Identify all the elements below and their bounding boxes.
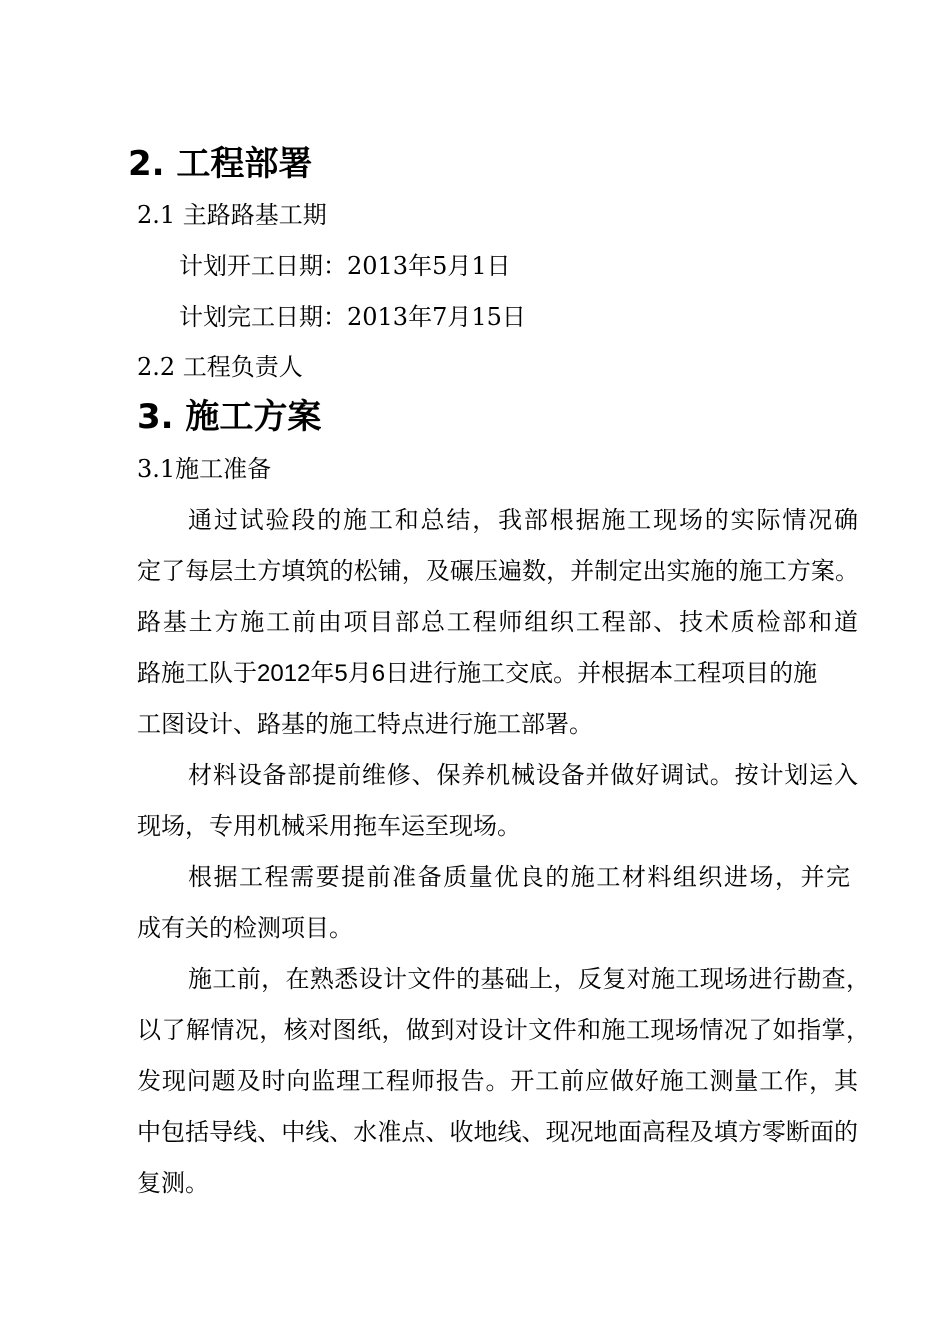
paragraph-line: 路基土方施工前由项目部总工程师组织工程部、技术质检部和道 [137, 608, 858, 636]
paragraph-line: 工图设计、路基的施工特点进行施工部署。 [137, 710, 593, 738]
text-segment: 日进行施工交底。并根据本工程项目的施 [385, 659, 818, 687]
planned-start-date: 计划开工日期：2013年5月1日 [179, 252, 511, 280]
paragraph-line: 现场，专用机械采用拖车运至现场。 [137, 812, 521, 840]
paragraph-line: 定了每层土方填筑的松铺，及碾压遍数，并制定出实施的施工方案。 [137, 557, 859, 585]
subsection-heading-2-2: 2.2 工程负责人 [137, 353, 303, 381]
section-heading-2: 2. 工程部署 [128, 144, 313, 184]
year-number: 2012 [257, 660, 311, 687]
paragraph-line: 成有关的检测项目。 [137, 914, 353, 942]
text-segment: 路施工队于 [137, 659, 257, 687]
subsection-heading-3-1: 3.1施工准备 [137, 455, 272, 483]
subsection-heading-2-1: 2.1 主路路基工期 [137, 201, 327, 229]
text-segment: 月 [347, 659, 372, 687]
month-number: 5 [334, 660, 348, 687]
paragraph-line: 通过试验段的施工和总结，我部根据施工现场的实际情况确 [188, 506, 858, 534]
paragraph-line: 复测。 [137, 1169, 209, 1197]
paragraph-line-with-date [137, 661, 817, 686]
paragraph-line: 材料设备部提前维修、保养机械设备并做好调试。按计划运入 [188, 761, 858, 789]
paragraph-line: 发现问题及时向监理工程师报告。开工前应做好施工测量工作，其 [137, 1067, 858, 1095]
paragraph-line: 以了解情况，核对图纸，做到对设计文件和施工现场情况了如指掌， [137, 1016, 870, 1044]
text-segment: 年 [310, 659, 335, 687]
paragraph-line: 中包括导线、中线、水准点、收地线、现况地面高程及填方零断面的 [137, 1118, 858, 1146]
section-heading-3: 3. 施工方案 [137, 397, 322, 437]
paragraph-line: 根据工程需要提前准备质量优良的施工材料组织进场，并完 [188, 863, 850, 891]
paragraph-line: 施工前，在熟悉设计文件的基础上，反复对施工现场进行勘查， [188, 965, 870, 993]
planned-end-date: 计划完工日期：2013年7月15日 [179, 303, 526, 331]
day-number: 6 [371, 660, 386, 687]
